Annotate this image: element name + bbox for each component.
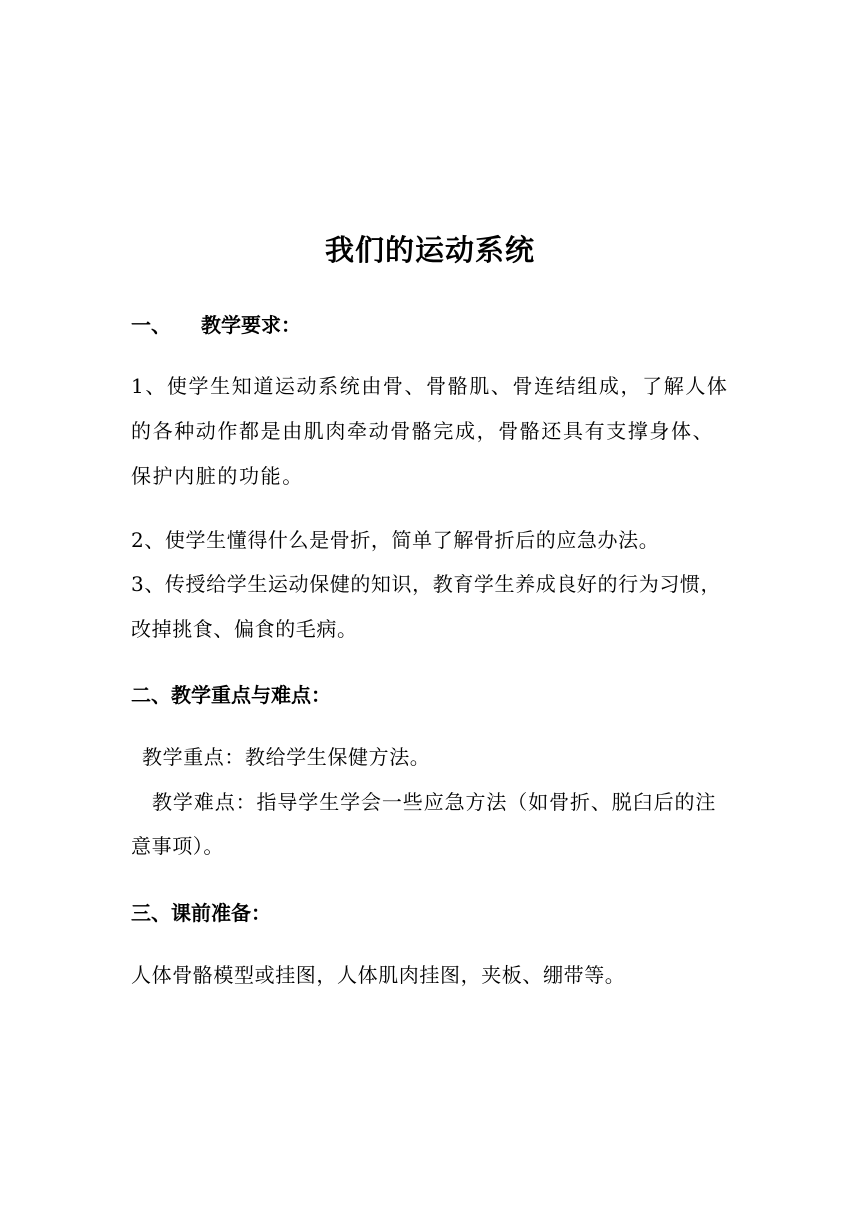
preparation-materials-text: 人体骨骼模型或挂图，人体肌肉挂图，夹板、绷带等。 [131,963,626,987]
document-title: 我们的运动系统 [324,233,535,267]
requirement-item-3-line-1: 3、传授给学生运动保健的知识，教育学生养成良好的行为习惯， [131,572,722,596]
requirement-item-1: 1、使学生知道运动系统由骨、骨骼肌、骨连结组成，了解人体的各种动作都是由肌肉牵动骨骼完成，骨骼还具有支撑身体、保护内脏的功能。 [131,374,729,488]
requirement-item-2: 2、使学生懂得什么是骨折，简单了解骨折后的应急办法。 [131,528,660,552]
difficulty-text-line-2: 意事项）。 [131,834,224,858]
section-2-heading: 二、教学重点与难点： [131,683,331,707]
key-point-text: 教学重点：教给学生保健方法。 [142,745,431,769]
section-1-heading: 教学要求： [201,313,301,337]
section-3-heading: 三、课前准备： [131,901,271,925]
section-1-number: 一、 [131,313,171,337]
section-1-heading-row [131,310,301,340]
requirement-item-3-line-2: 改掉挑食、偏食的毛病。 [131,617,358,641]
difficulty-text-line-1: 教学难点：指导学生学会一些应急方法（如骨折、脱臼后的注 [152,790,717,814]
